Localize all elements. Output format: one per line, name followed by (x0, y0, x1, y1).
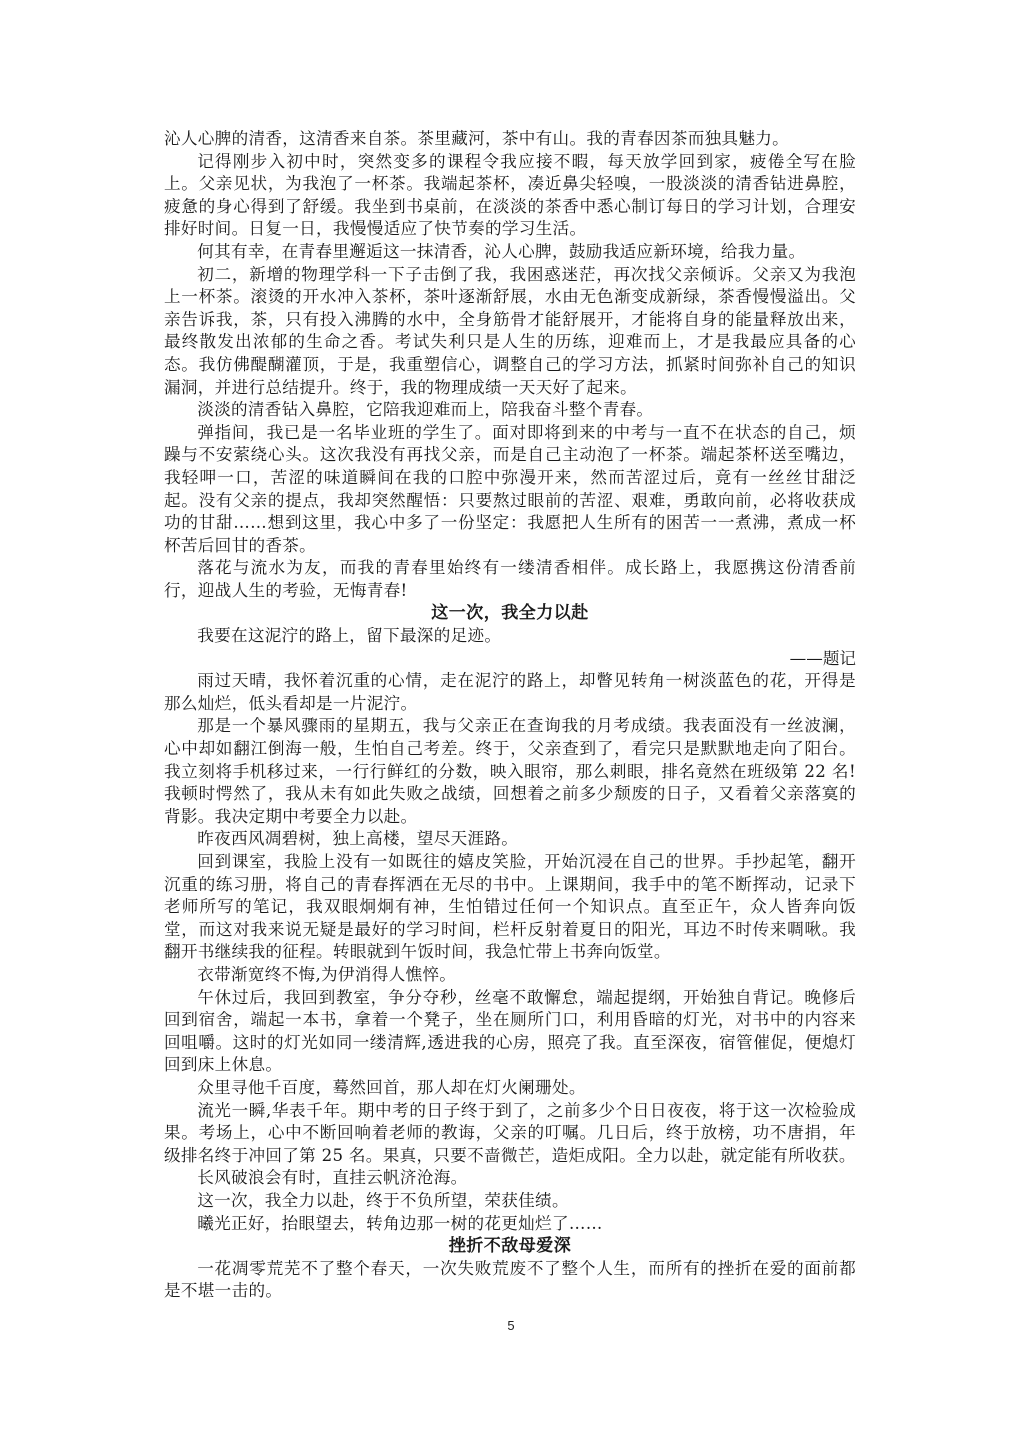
paragraph: 长风破浪会有时，直挂云帆济沧海。 (197, 1168, 468, 1188)
epigraph: 我要在这泥泞的路上，留下最深的足迹。 (197, 626, 502, 646)
paragraph: 众里寻他千百度，蓦然回首，那人却在灯火阑珊处。 (197, 1077, 586, 1097)
paragraph: 弹指间，我已是一名毕业班的学生了。面对即将到来的中考与一直不在状态的自己，烦躁与不安萦绕心头。这次我没有再找父亲，而是自己主动泡了一杯茶。端起茶杯送至嘴边，我轻呷一口，苦涩的味道瞬间在我的口腔中弥漫开来，然而苦涩过后，竟有一丝丝甘甜泛起。没有父亲的提点，我却突然醒悟：只要熬过眼前的苦涩、艰难，勇敢向前，必将收获成功的甘甜……想到这里，我心中多了一份坚定：我愿把人生所有的困苦一一煮沸，煮成一杯杯苦后回甘的香茶。 (164, 422, 856, 555)
paragraph: 雨过天晴，我怀着沉重的心情，走在泥泞的路上，却瞥见转角一树淡蓝色的花，开得是那么灿烂，低头看却是一片泥泞。 (164, 671, 856, 713)
essay-title: 挫折不敌母爱深 (448, 1236, 572, 1257)
paragraph: 衣带渐宽终不悔,为伊消得人憔悴。 (197, 964, 457, 984)
paragraph: 流光一瞬,华表千年。期中考的日子终于到了，之前多少个日日夜夜，将于这一次检验成果。考场上，心中不断回响着老师的教诲，父亲的叮嘱。几日后，终于放榜，功不唐捐，年级排名终于冲回了第 25 名。果真，只要不啬微芒，造炬成阳。全力以赴，就定能有所收获。 (164, 1100, 856, 1165)
epigraph-signature: ——题记 (789, 648, 856, 668)
paragraph: 午休过后，我回到教室，争分夺秒，丝毫不敢懈怠，端起提纲，开始独自背记。晚修后回到宿舍，端起一本书，拿着一个凳子，坐在厕所门口，利用昏暗的灯光，对书中的内容来回咀嚼。这时的灯光如同一缕清辉,透进我的心房，照亮了我。直至深夜，宿管催促，便熄灯回到床上休息。 (164, 987, 856, 1075)
paragraph: 一花凋零荒芜不了整个春天，一次失败荒废不了整个人生，而所有的挫折在爱的面前都是不堪一击的。 (164, 1258, 856, 1301)
paragraph: 这一次，我全力以赴，终于不负所望，荣获佳绩。 (197, 1190, 569, 1210)
paragraph: 淡淡的清香钻入鼻腔，它陪我迎难而上，陪我奋斗整个青春。 (197, 400, 654, 420)
paragraph: 昨夜西风凋碧树，独上高楼，望尽天涯路。 (197, 829, 519, 849)
paragraph: 那是一个暴风骤雨的星期五，我与父亲正在查询我的月考成绩。我表面没有一丝波澜，心中却如翻江倒海一般，生怕自己考差。终于，父亲查到了，看完只是默默地走向了阳台。我立刻将手机移过来，一行行鲜红的分数，映入眼帘，那么刺眼，排名竟然在班级第 22 名!我顿时愕然了，我从未有如此失败之战绩，回想着之前多少颓废的日子，又看着父亲落寞的背影。我决定期中考要全力以赴。 (164, 716, 856, 826)
paragraph: 曦光正好，抬眼望去，转角边那一树的花更灿烂了…… (197, 1213, 603, 1233)
paragraph: 沁人心脾的清香，这清香来自茶。茶里藏河，茶中有山。我的青春因茶而独具魅力。 (164, 129, 790, 148)
document-page (164, 128, 856, 1303)
essay-title: 这一次，我全力以赴 (431, 603, 589, 624)
paragraph: 回到课室，我脸上没有一如既往的嬉皮笑脸，开始沉浸在自己的世界。手抄起笔，翻开沉重的练习册，将自己的青春挥洒在无尽的书中。上课期间，我手中的笔不断挥动，记录下老师所写的笔记，我双眼炯炯有神，生怕错过任何一个知识点。直至正午，众人皆奔向饭堂，而这对我来说无疑是最好的学习时间，栏杆反射着夏日的阳光，耳边不时传来啁啾。我翻开书继续我的征程。转眼就到午饭时间，我急忙带上书奔向饭堂。 (164, 852, 856, 962)
paragraph: 初二，新增的物理学科一下子击倒了我，我困惑迷茫，再次找父亲倾诉。父亲又为我泡上一杯茶。滚烫的开水冲入茶杯，茶叶逐渐舒展，水由无色渐变成新绿，茶香慢慢溢出。父亲告诉我，茶，只有投入沸腾的水中，全身筋骨才能舒展开，才能将自身的能量释放出来，最终散发出浓郁的生命之香。考试失利只是人生的历练，迎难而上，才是我最应具备的心态。我仿佛醍醐灌顶，于是，我重塑信心，调整自己的学习方法，抓紧时间弥补自己的知识漏洞，并进行总结提升。终于，我的物理成绩一天天好了起来。 (164, 264, 856, 397)
page-number: 5 (507, 1318, 515, 1333)
paragraph: 记得刚步入初中时，突然变多的课程令我应接不暇，每天放学回到家，疲倦全写在脸上。父亲见状，为我泡了一杯茶。我端起茶杯，凑近鼻尖轻嗅，一股淡淡的清香钻进鼻腔，疲惫的身心得到了舒缓。我坐到书桌前，在淡淡的茶香中悉心制订每日的学习计划，合理安排好时间。日复一日，我慢慢适应了快节奏的学习生活。 (164, 151, 856, 239)
paragraph: 落花与流水为友，而我的青春里始终有一缕清香相伴。成长路上，我愿携这份清香前行，迎战人生的考验，无悔青春! (164, 558, 856, 600)
paragraph: 何其有幸，在青春里邂逅这一抹清香，沁人心脾，鼓励我适应新环境，给我力量。 (197, 241, 806, 261)
